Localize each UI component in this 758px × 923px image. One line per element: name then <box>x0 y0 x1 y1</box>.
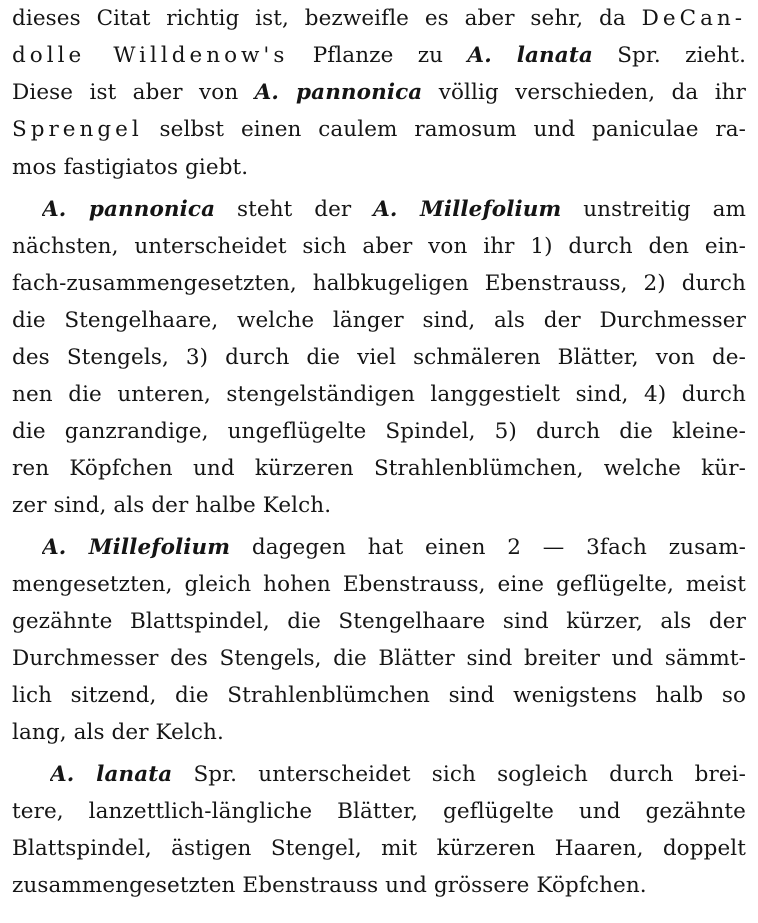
text-segment: dagegen hat einen 2 — 3fach zusam- <box>230 535 746 560</box>
text-segment: Blattspindel, ästigen Stengel, mit kürzeren Haaren, doppelt <box>12 836 746 861</box>
text-line-18 <box>12 641 746 677</box>
text-segment: zusammengesetzten Ebenstrauss und grössere Köpfchen. <box>12 873 647 898</box>
text-segment: selbst einen caulem ramosum und paniculae ra- <box>142 117 746 142</box>
text-line-14 <box>12 488 746 524</box>
emphasis-segment: A. pannonica <box>42 197 216 222</box>
text-line-12 <box>12 414 746 450</box>
text-line-17 <box>12 604 746 640</box>
text-segment: die ganzrandige, ungeflügelte Spindel, 5) durch die kleine- <box>12 419 746 444</box>
text-line-6 <box>42 192 746 228</box>
text-line-10 <box>12 340 746 376</box>
text-line-13 <box>12 451 746 487</box>
text-segment: des Stengels, 3) durch die viel schmäleren Blätter, von de- <box>12 345 746 370</box>
emphasis-segment: DeCan- <box>641 6 746 31</box>
text-segment: unstreitig am <box>561 197 746 222</box>
text-line-5 <box>12 150 746 186</box>
text-line-20 <box>12 715 746 751</box>
text-line-9 <box>12 303 746 339</box>
emphasis-segment: dolle Willdenow's <box>12 43 289 68</box>
text-line-15 <box>42 530 746 566</box>
text-line-7 <box>12 229 746 265</box>
text-line-3 <box>12 75 746 111</box>
text-segment: lang, als der Kelch. <box>12 720 224 745</box>
text-line-8 <box>12 266 746 302</box>
text-segment: dieses Citat richtig ist, bezweifle es aber sehr, da <box>12 6 642 31</box>
text-segment: nächsten, unterscheidet sich aber von ihr 1) durch den ein- <box>12 234 746 259</box>
text-line-21 <box>50 757 746 793</box>
text-segment: Diese ist aber von <box>12 80 255 105</box>
text-line-22 <box>12 794 746 830</box>
text-segment: steht der <box>215 197 374 222</box>
text-segment: gezähnte Blattspindel, die Stengelhaare sind kürzer, als der <box>12 609 746 634</box>
emphasis-segment: A. Millefolium <box>42 535 231 560</box>
text-line-1 <box>12 1 746 37</box>
text-segment: Spr. unterscheidet sich sogleich durch brei- <box>172 762 746 787</box>
text-segment: lich sitzend, die Strahlenblümchen sind wenigstens halb so <box>12 683 746 708</box>
emphasis-segment: A. pannonica <box>254 80 423 105</box>
text-line-4 <box>12 112 746 148</box>
emphasis-segment: Sprengel <box>12 117 143 142</box>
text-line-24 <box>12 868 746 904</box>
text-line-23 <box>12 831 746 867</box>
text-segment: mos fastigiatos giebt. <box>12 155 249 180</box>
text-segment: Durchmesser des Stengels, die Blätter sind breiter und sämmt- <box>12 646 746 671</box>
emphasis-segment: A. lanata <box>467 43 593 68</box>
text-segment: Pflanze zu <box>288 43 468 68</box>
text-segment: tere, lanzettlich-längliche Blätter, geflügelte und gezähnte <box>12 799 746 824</box>
text-segment: ren Köpfchen und kürzeren Strahlenblümchen, welche kür- <box>12 456 746 481</box>
text-segment: mengesetzten, gleich hohen Ebenstrauss, eine geflügelte, meist <box>12 572 746 597</box>
text-line-11 <box>12 377 746 413</box>
text-segment: die Stengelhaare, welche länger sind, als der Durchmesser <box>12 308 746 333</box>
text-segment: nen die unteren, stengelständigen langgestielt sind, 4) durch <box>12 382 746 407</box>
emphasis-segment: A. lanata <box>50 762 173 787</box>
text-line-2 <box>12 38 746 74</box>
text-segment: zer sind, als der halbe Kelch. <box>12 493 332 518</box>
emphasis-segment: A. Millefolium <box>373 197 562 222</box>
text-line-16 <box>12 567 746 603</box>
text-segment: fach-zusammengesetzten, halbkugeligen Ebenstrauss, 2) durch <box>12 271 746 296</box>
text-segment: Spr. zieht. <box>592 43 746 68</box>
text-segment: völlig verschieden, da ihr <box>422 80 746 105</box>
text-line-19 <box>12 678 746 714</box>
